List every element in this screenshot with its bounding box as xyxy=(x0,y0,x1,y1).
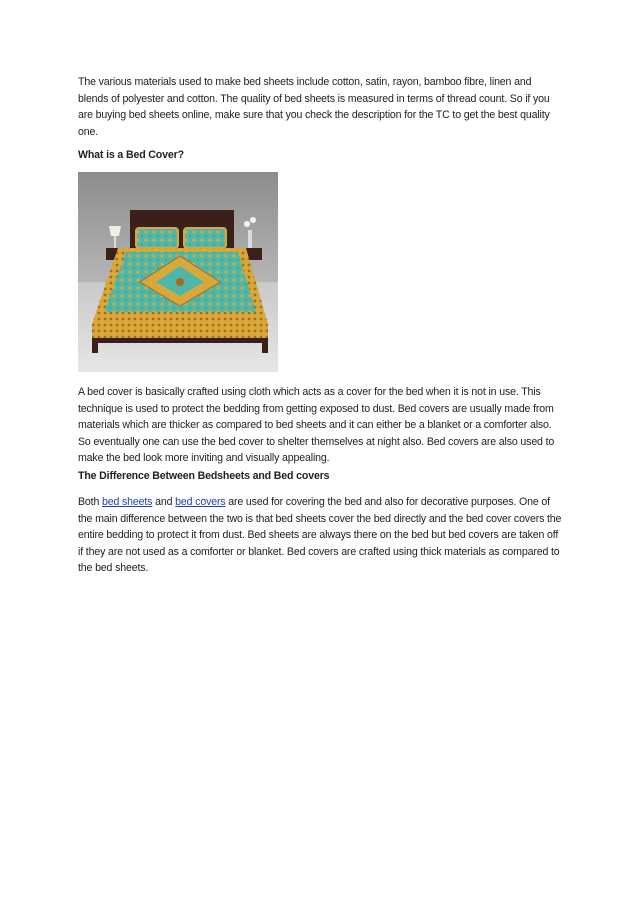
bed-cover-image xyxy=(78,172,278,372)
intro-paragraph: The various materials used to make bed sheets include cotton, satin, rayon, bamboo fibre, linen and blends of polyester and cotton. The quality of bed sheets is measured in terms of thread count. So if you are buying bed sheets online, make sure that you check the description for the TC to get the best quality one. xyxy=(78,76,550,138)
heading-what-is-bed-cover: What is a Bed Cover? xyxy=(78,149,184,161)
bed-cover-paragraph: A bed cover is basically crafted using cloth which acts as a cover for the bed when it is not in use. This technique is used to protect the bedding from getting exposed to dust. Bed covers are usually made from materials which are thicker as compared to bed sheets and it can either be a blanket or a comforter also. So eventually one can use the bed cover to shelter themselves at night also. Bed covers are also used to make the bed look more inviting and visually appealing. xyxy=(78,386,555,465)
bed-sheets-link[interactable]: bed sheets xyxy=(102,496,153,508)
heading-difference: The Difference Between Bedsheets and Bed covers xyxy=(78,470,330,482)
para-prefix: Both xyxy=(78,496,102,508)
bed-covers-link[interactable]: bed covers xyxy=(175,496,226,508)
bed-illustration xyxy=(78,172,278,372)
difference-paragraph xyxy=(78,494,564,577)
para-rest: are used for covering the bed and also for decorative purposes. One of the main difference between the two is that bed sheets cover the bed directly and the bed cover covers the entire bedding to protect it from dust. Bed sheets are always there on the bed but bed covers are taken off if they are not used as a comforter or blanket. Bed covers are crafted using thick materials as compared to the bed sheets. xyxy=(78,496,562,575)
para-and: and xyxy=(152,496,176,508)
